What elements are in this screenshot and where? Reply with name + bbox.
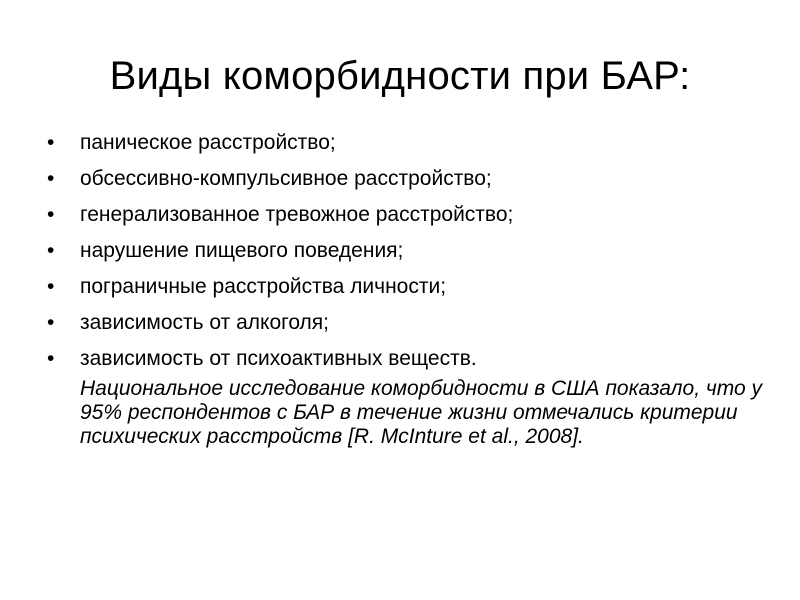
bullet-icon: • <box>47 131 55 154</box>
list-item-text: пограничные расстройства личности; <box>80 275 447 298</box>
list-item-text: зависимость от алкоголя; <box>80 311 330 334</box>
bullet-list <box>40 125 770 377</box>
bullet-icon: • <box>47 311 55 334</box>
bullet-icon: • <box>47 347 55 370</box>
list-item-text: генерализованное тревожное расстройство; <box>80 203 514 226</box>
list-item-text: обсессивно-компульсивное расстройство; <box>80 167 492 190</box>
bullet-icon: • <box>47 167 55 190</box>
list-item-text: нарушение пищевого поведения; <box>80 239 404 262</box>
study-note: Национальное исследование коморбидности в США показало, что у 95% респондентов с БАР в течение жизни отмечались критерии психических расстройств [R. McInture et al., 2008]. <box>80 377 763 448</box>
list-item <box>40 233 770 269</box>
list-item <box>40 269 770 305</box>
list-item-text: зависимость от психоактивных веществ. <box>80 347 477 370</box>
list-item <box>40 197 770 233</box>
list-item <box>40 341 770 377</box>
list-item <box>40 161 770 197</box>
bullet-icon: • <box>47 203 55 226</box>
bullet-icon: • <box>47 275 55 298</box>
list-item <box>40 305 770 341</box>
bullet-icon: • <box>47 239 55 262</box>
slide-title: Виды коморбидности при БАР: <box>109 54 691 98</box>
list-item-text: паническое расстройство; <box>80 131 336 154</box>
list-item <box>40 125 770 161</box>
